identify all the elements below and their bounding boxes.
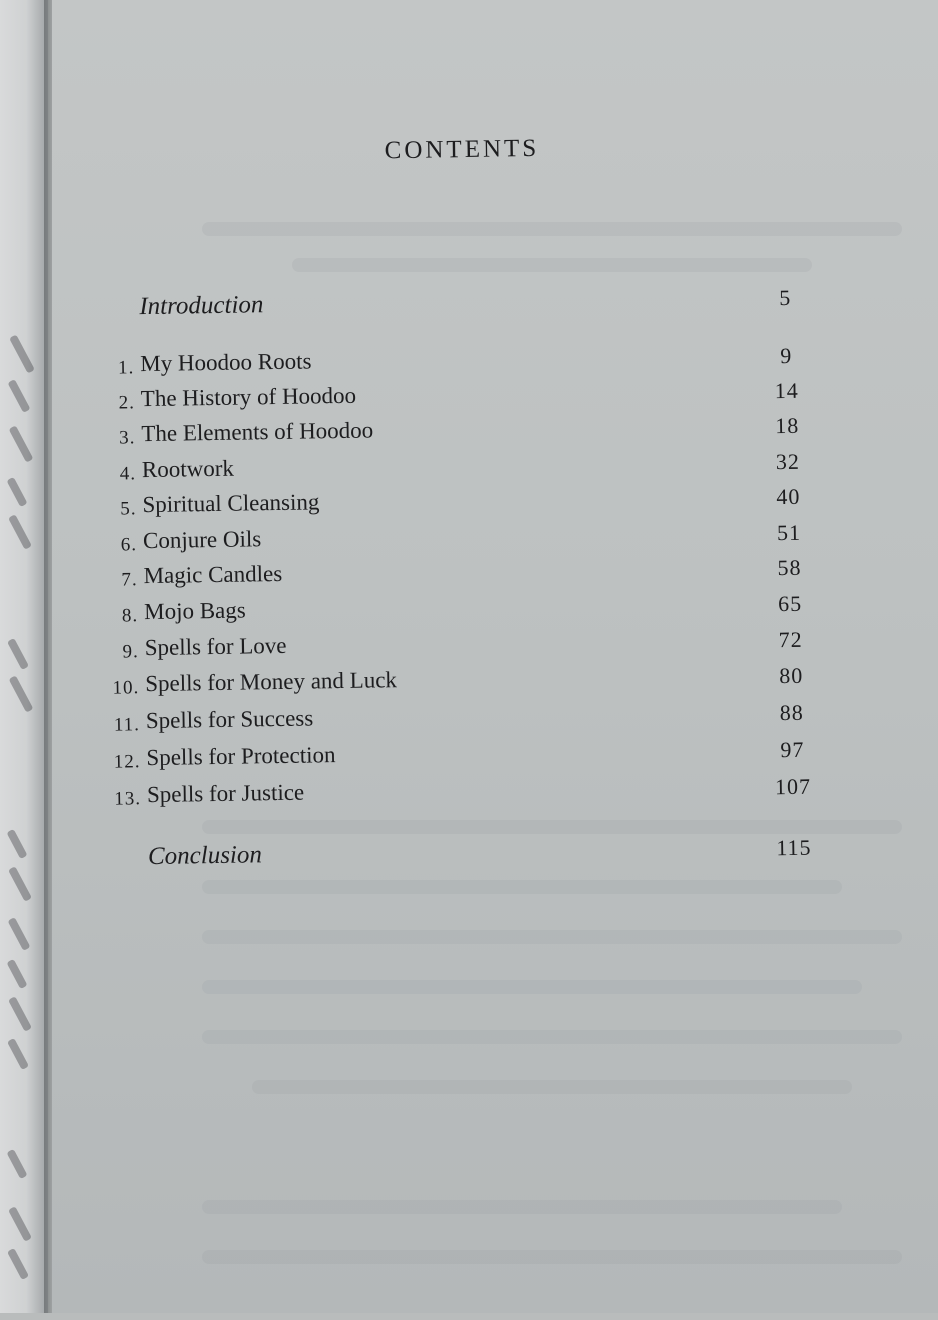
entry-title: Introduction bbox=[139, 291, 264, 321]
chapter-title: Spells for Justice bbox=[146, 779, 305, 808]
chapter-title: Spells for Success bbox=[145, 705, 314, 734]
chapter-page-number: 72 bbox=[778, 626, 803, 653]
chapter-number: 8. bbox=[121, 605, 139, 627]
chapter-title: Magic Candles bbox=[143, 560, 283, 589]
chapter-number: 7. bbox=[121, 569, 138, 591]
entry-page-number: 115 bbox=[776, 834, 812, 861]
chapter-title: The Elements of Hoodoo bbox=[141, 417, 374, 447]
chapter-title: Spiritual Cleansing bbox=[142, 489, 320, 518]
chapter-page-number: 51 bbox=[776, 519, 802, 546]
chapter-page-number: 58 bbox=[777, 554, 802, 581]
chapter-page-number: 40 bbox=[776, 483, 801, 510]
entry-page-number: 5 bbox=[779, 284, 792, 311]
chapter-number: 6. bbox=[120, 534, 138, 556]
chapter-page-number: 9 bbox=[780, 342, 793, 369]
entry-title: Conclusion bbox=[147, 841, 263, 871]
chapter-number: 9. bbox=[122, 641, 139, 663]
chapter-number: 1. bbox=[117, 357, 135, 379]
chapter-number: 5. bbox=[120, 498, 137, 520]
chapter-title: Rootwork bbox=[141, 455, 235, 483]
chapter-title: Spells for Protection bbox=[146, 742, 336, 771]
page-title: CONTENTS bbox=[384, 134, 540, 165]
chapter-page-number: 65 bbox=[777, 590, 803, 617]
chapter-page-number: 14 bbox=[774, 377, 799, 404]
chapter-page-number: 97 bbox=[780, 736, 805, 763]
chapter-number: 10. bbox=[112, 677, 140, 699]
chapter-number: 13. bbox=[114, 788, 142, 810]
chapter-title: Conjure Oils bbox=[142, 526, 262, 554]
chapter-number: 12. bbox=[113, 751, 141, 773]
chapter-number: 4. bbox=[119, 463, 137, 485]
chapter-title: The History of Hoodoo bbox=[140, 382, 357, 412]
chapter-page-number: 80 bbox=[779, 662, 804, 689]
toc-entry-introduction bbox=[0, 281, 934, 330]
chapter-title: My Hoodoo Roots bbox=[140, 348, 312, 377]
chapter-number: 11. bbox=[113, 714, 141, 736]
chapter-title: Mojo Bags bbox=[143, 597, 246, 625]
chapter-title: Spells for Love bbox=[144, 632, 287, 661]
chapter-page-number: 88 bbox=[779, 699, 805, 726]
toc-entry-conclusion bbox=[4, 831, 938, 880]
chapter-number: 2. bbox=[118, 392, 136, 414]
chapter-title: Spells for Money and Luck bbox=[145, 667, 398, 697]
chapter-page-number: 32 bbox=[775, 448, 801, 475]
chapter-number: 3. bbox=[118, 427, 136, 449]
chapter-page-number: 107 bbox=[774, 773, 812, 800]
chapter-page-number: 18 bbox=[775, 412, 800, 439]
